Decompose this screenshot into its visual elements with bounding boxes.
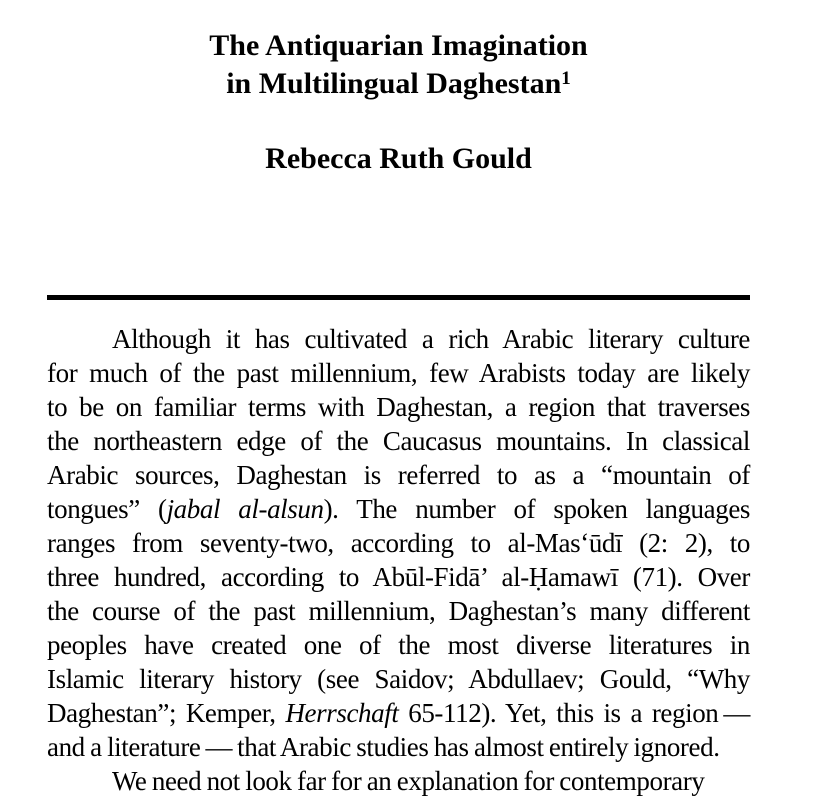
body-lines [47, 322, 750, 798]
body-run: Islamic literary history (see Saidov; Abdullaev; Gould, “Why [47, 664, 750, 694]
body-italic-text: Herrschaft [285, 698, 399, 728]
body-run: Daghestan”; Kemper, [47, 698, 286, 728]
body-line [47, 356, 750, 390]
body-line [47, 730, 750, 764]
section-divider-rule [47, 295, 750, 300]
body-run: 65-112). Yet, this is a region — [398, 698, 750, 728]
body-run: tongues” ( [47, 494, 167, 524]
body-run: We need not look far for an explanation for contemporary [112, 766, 705, 796]
body-line [47, 526, 750, 560]
body-line [47, 492, 750, 526]
article-title-line1: The Antiquarian Imagination [209, 29, 588, 62]
body-run: ). The number of spoken languages [323, 494, 751, 524]
body-line [47, 696, 750, 730]
body-run: Arabic sources, Daghestan is referred to as a “mountain of [47, 460, 750, 490]
article-title [47, 27, 750, 103]
page-content [47, 0, 750, 798]
body-line [47, 322, 750, 356]
body-run: for much of the past millennium, few Arabists today are likely [47, 358, 750, 388]
article-title-line2-text: in Multilingual Daghestan [226, 67, 562, 100]
article-title-line2 [47, 65, 750, 103]
body-run: the northeastern edge of the Caucasus mountains. In classical [47, 426, 750, 456]
body-italic-text: jabal al-alsun [166, 494, 324, 524]
body-run: ranges from seventy-two, according to al-Mas‘ūdī (2: 2), to [47, 528, 750, 558]
body-line [47, 390, 750, 424]
body-run: and a literature — that Arabic studies has almost entirely ignored. [47, 732, 720, 762]
body-run: to be on familiar terms with Daghestan, a region that traverses [47, 392, 750, 422]
footnote-marker: 1 [561, 68, 571, 89]
body-line [47, 594, 750, 628]
body-line [47, 628, 750, 662]
body-line [47, 424, 750, 458]
body-run: three hundred, according to Abūl-Fidā’ al-Ḥamawī (71). Over [47, 562, 750, 592]
body-text [47, 322, 750, 798]
body-line [47, 458, 750, 492]
body-run: the course of the past millennium, Daghestan’s many different [47, 596, 750, 626]
body-line [47, 764, 750, 798]
body-line [47, 560, 750, 594]
body-line [47, 662, 750, 696]
body-run: peoples have created one of the most diverse literatures in [47, 630, 750, 660]
author-name: Rebecca Ruth Gould [265, 142, 532, 175]
body-run: Although it has cultivated a rich Arabic literary culture [112, 324, 750, 354]
